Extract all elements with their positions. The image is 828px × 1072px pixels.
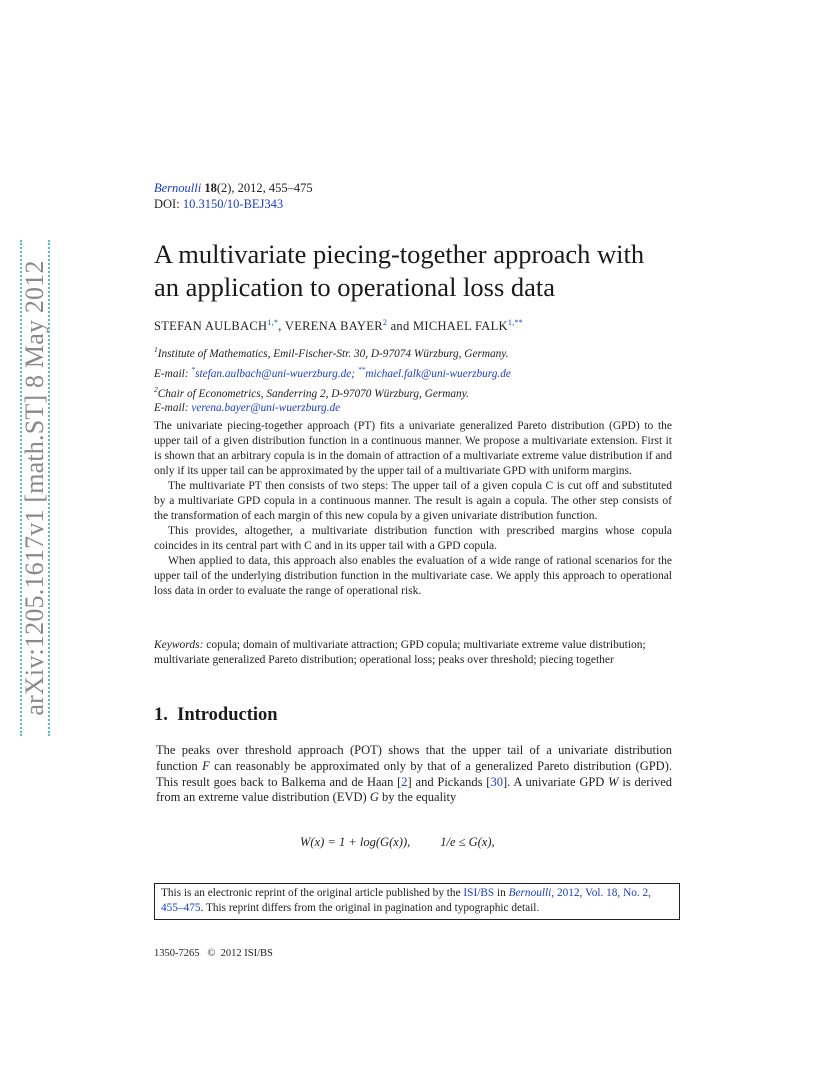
affiliation-1: [154, 342, 714, 362]
title-line-2: an application to operational loss data: [154, 272, 556, 302]
abstract: [154, 419, 672, 599]
citation-link[interactable]: 2: [401, 774, 408, 789]
journal-link[interactable]: Bernoulli: [154, 181, 202, 195]
email-marker: *: [191, 364, 196, 374]
arxiv-identifier: arXiv:1205.1617v1 [math.ST] 8 May 2012: [20, 260, 49, 716]
journal-volume: 18: [204, 181, 217, 195]
math-symbol: F: [202, 758, 210, 773]
affil-text: Institute of Mathematics, Emil-Fischer-Str. 30, D-97074 Würzburg, Germany.: [157, 347, 509, 360]
journal-citation: [154, 180, 313, 196]
reprint-notice: [154, 883, 680, 920]
author-name: STEFAN AULBACH: [154, 319, 268, 334]
author-separator: ,: [278, 319, 285, 334]
body-text-run: can reasonably be approximated only by that of a generalized Pareto distribution (GPD). This result goes back to Balkema and de Haan [: [156, 758, 672, 789]
email-link[interactable]: stefan.aulbach@uni-wuerzburg.de;: [195, 367, 356, 380]
abstract-paragraph: The multivariate PT then consists of two steps: The upper tail of a given copula C is cut off and substituted by a multivariate GPD copula in a continuous manner. The result is again a copula. The other step consists of the transformation of each margin of this new copula by a given univariate distribution function.: [154, 480, 672, 522]
copyright-holder: 2012 ISI/BS: [220, 948, 273, 959]
citation-link[interactable]: 30: [490, 774, 503, 789]
keywords: [154, 638, 672, 668]
equation-left: W(x) = 1 + log(G(x)),: [300, 835, 411, 849]
arxiv-stamp: [20, 240, 50, 736]
doi-line: [154, 196, 313, 212]
equation: [300, 835, 495, 850]
keywords-label: Keywords:: [154, 639, 204, 651]
doi-label: DOI:: [154, 197, 180, 211]
email-label: E-mail:: [154, 402, 192, 415]
body-text-run: ] and Pickands [: [407, 774, 491, 789]
author-affil-ref[interactable]: 1,*: [267, 318, 279, 327]
keywords-text: copula; domain of multivariate attraction; GPD copula; multivariate extreme value distribution; multivariate generalized Pareto distribution; operational loss; peaks over threshold; piecing together: [154, 639, 646, 666]
section-title: Introduction: [177, 705, 278, 725]
affil-marker: 1: [154, 345, 158, 354]
author-affil-ref[interactable]: 1,**: [507, 318, 524, 327]
math-symbol: W: [608, 774, 619, 789]
title-line-1: A multivariate piecing-together approach with: [154, 239, 645, 269]
abstract-paragraph: This provides, altogether, a multivariate distribution function with prescribed margins whose copula coincides in its central part with C and in its upper tail with a GPD copula.: [154, 525, 672, 552]
article-link[interactable]: 2012, Vol. 18, No. 2, 455–475: [161, 887, 652, 914]
math-symbol: G: [369, 790, 379, 805]
journal-link[interactable]: Bernoulli,: [508, 887, 555, 899]
email-line-1: [154, 362, 714, 382]
journal-header: [154, 180, 313, 212]
copyright-icon: ©: [207, 948, 216, 959]
body-text-run: The peaks over threshold approach (POT) shows that the upper tail of a univariate distribution function: [156, 743, 672, 773]
body-text-run: ]. A univariate GPD: [502, 774, 609, 789]
affiliations: [154, 342, 714, 416]
publisher-link[interactable]: ISI/BS: [463, 887, 495, 899]
section-number: 1.: [154, 705, 168, 725]
reprint-text: in: [494, 887, 509, 899]
affiliation-2: [154, 382, 714, 402]
issn-number: 1350-7265: [154, 948, 200, 959]
email-marker: **: [357, 364, 366, 374]
email-label: E-mail:: [154, 367, 192, 380]
abstract-paragraph: The univariate piecing-together approach (PT) fits a univariate generalized Pareto distribution (GPD) to the upper tail of a given distribution function in a continuous manner. We propose a multivariate extension. First it is shown that an arbitrary copula is in the domain of attraction of a multivariate extreme value distribution if and only if its upper tail can be approximated by the upper tail of a multivariate GPD with uniform margins.: [154, 420, 672, 477]
journal-issue: (2), 2012, 455–475: [216, 181, 313, 195]
email-link[interactable]: michael.falk@uni-wuerzburg.de: [365, 367, 511, 380]
reprint-text: This is an electronic reprint of the original article published by the: [161, 887, 464, 899]
affil-text: Chair of Econometrics, Sanderring 2, D-97070 Würzburg, Germany.: [157, 387, 469, 400]
abstract-paragraph: When applied to data, this approach also enables the evaluation of a wide range of rational scenarios for the upper tail of the underlying distribution function in the multivariate case. We apply this approach to operational loss data in order to evaluate the range of operational risk.: [154, 555, 672, 597]
footer-issn: [154, 948, 273, 959]
author-list: [154, 318, 523, 334]
equation-right: 1/e ≤ G(x),: [440, 835, 495, 849]
body-text-run: is derived from an extreme value distribution (EVD): [156, 774, 672, 805]
author-name: MICHAEL FALK: [412, 319, 508, 334]
section-heading: [154, 705, 278, 726]
author-separator: and: [387, 319, 413, 334]
doi-link[interactable]: 10.3150/10-BEJ343: [182, 197, 284, 211]
email-line-2: [154, 401, 714, 416]
author-name: VERENA BAYER: [284, 319, 383, 334]
email-link[interactable]: verena.bayer@uni-wuerzburg.de: [191, 402, 341, 415]
body-text-run: by the equality: [378, 790, 457, 805]
paper-title: [154, 238, 714, 304]
reprint-text: . This reprint differs from the original in pagination and typographic detail.: [200, 902, 540, 914]
affil-marker: 2: [154, 384, 158, 394]
intro-paragraph: [156, 743, 672, 806]
author-affil-ref[interactable]: 2: [382, 318, 388, 327]
